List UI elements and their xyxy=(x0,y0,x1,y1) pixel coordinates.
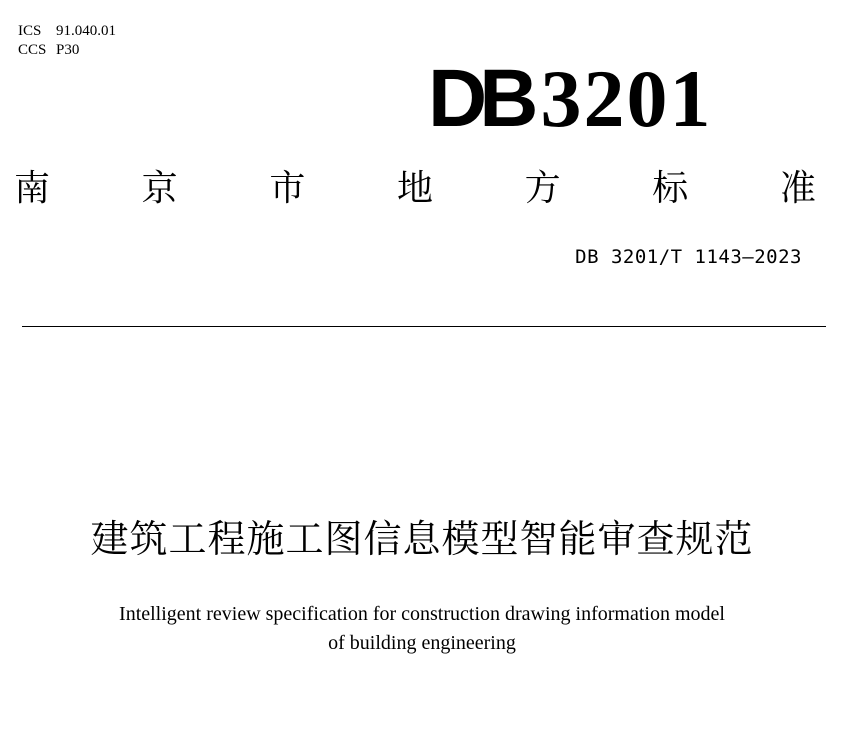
horizontal-divider xyxy=(22,326,826,327)
org-char: 地 xyxy=(396,168,433,209)
org-char: 准 xyxy=(779,168,816,209)
ccs-label: CCS xyxy=(18,42,47,58)
org-char: 方 xyxy=(524,168,561,209)
ccs-code xyxy=(18,41,116,60)
standard-logo xyxy=(428,53,713,144)
org-char: 市 xyxy=(269,168,306,209)
title-en-line-2: of building engineering xyxy=(328,632,516,654)
standard-number: DB 3201/T 1143—2023 xyxy=(575,246,802,268)
title-en-line-1: Intelligent review specification for construction drawing information model xyxy=(119,603,725,625)
ccs-value: P30 xyxy=(56,42,80,58)
logo-prefix: DB xyxy=(428,53,531,144)
org-char: 标 xyxy=(652,168,689,209)
org-char: 京 xyxy=(141,168,178,209)
document-title-english xyxy=(0,600,844,658)
issuing-organization xyxy=(14,167,816,211)
document-title-chinese: 建筑工程施工图信息模型智能审查规范 xyxy=(90,517,754,561)
ics-label: ICS xyxy=(18,23,42,39)
ics-value: 91.040.01 xyxy=(56,23,116,39)
logo-number: 3201 xyxy=(540,53,713,144)
org-char: 南 xyxy=(14,168,51,209)
classification-codes xyxy=(18,22,116,60)
ics-code xyxy=(18,22,116,41)
